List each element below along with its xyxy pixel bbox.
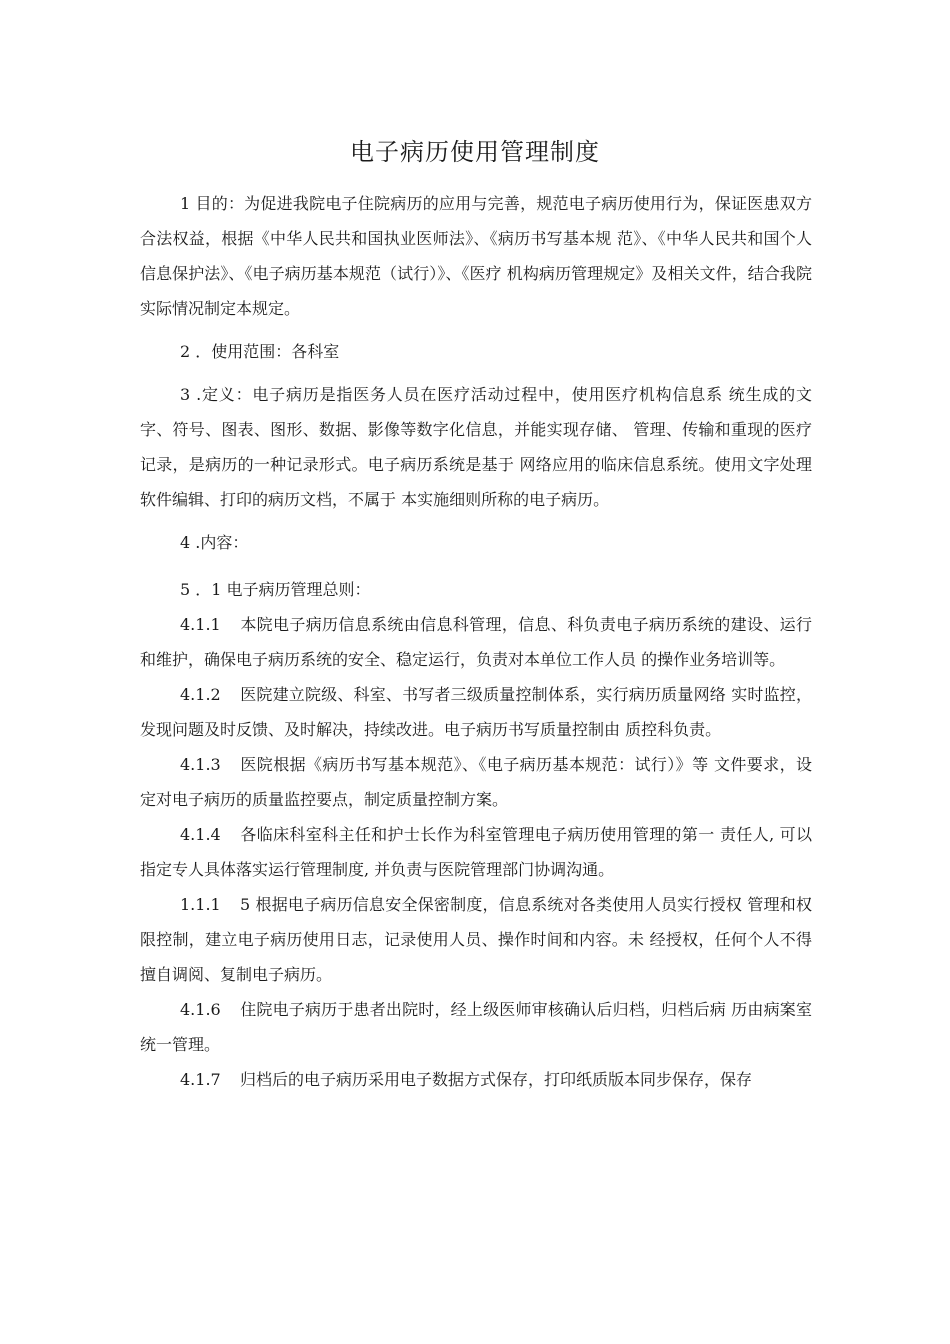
clause-number: 4.1.3 bbox=[180, 755, 221, 774]
clause-text: 各临床科室科主任和护士长作为科室管理电子病历使用管理的第一 责任人, 可以指定专人具体落实运行管理制度, 并负责与医院管理部门协调沟通。 bbox=[140, 825, 812, 879]
clause-4-1-7 bbox=[140, 1062, 812, 1097]
document-body bbox=[140, 186, 812, 1097]
clause-number: 4.1.2 bbox=[180, 685, 221, 704]
clause-4-1-2 bbox=[140, 677, 812, 747]
paragraph-definition bbox=[140, 377, 812, 517]
clause-1-1-1 bbox=[140, 887, 812, 992]
paragraph-general-rules-heading bbox=[140, 572, 812, 607]
clause-4-1-3 bbox=[140, 747, 812, 817]
clause-text: 住院电子病历于患者出院时，经上级医师审核确认后归档，归档后病 历由病案室统一管理。 bbox=[140, 1000, 812, 1054]
clause-4-1-4 bbox=[140, 817, 812, 887]
paragraph-text: 2 ．使用范围：各科室 bbox=[180, 342, 340, 361]
paragraph-purpose bbox=[140, 186, 812, 326]
clause-4-1-6 bbox=[140, 992, 812, 1062]
paragraph-scope bbox=[140, 334, 812, 369]
paragraph-text: 3 .定义：电子病历是指医务人员在医疗活动过程中，使用医疗机构信息系 统生成的文字、符号、图表、图形、数据、影像等数字化信息，并能实现存储、 管理、传输和重现的医疗记录，是病历的一种记录形式。电子病历系统是基于 网络应用的临床信息系统。使用文字处理软件编辑、打印的病历文档，不属于 本实施细则所称的电子病历。 bbox=[140, 385, 812, 509]
paragraph-text: 1 目的：为促进我院电子住院病历的应用与完善，规范电子病历使用行为，保证医患双方合法权益，根据《中华人民共和国执业医师法》、《病历书写基本规 范》、《中华人民共和国个人信息保护法》、《电子病历基本规范（试行）》、《医疗 机构病历管理规定》及相关文件，结合我院实际情况制定本规定。 bbox=[140, 194, 812, 318]
clause-number: 4.1.6 bbox=[180, 1000, 221, 1019]
clause-number: 4.1.4 bbox=[180, 825, 221, 844]
clause-text: 归档后的电子病历采用电子数据方式保存，打印纸质版本同步保存，保存 bbox=[240, 1070, 753, 1089]
paragraph-text: 4 .内容： bbox=[180, 533, 249, 552]
clause-text: 5 根据电子病历信息安全保密制度，信息系统对各类使用人员实行授权 管理和权限控制，建立电子病历使用日志，记录使用人员、操作时间和内容。未 经授权，任何个人不得擅自调阅、复制电子病历。 bbox=[140, 895, 812, 984]
clause-number: 1.1.1 bbox=[180, 895, 221, 914]
paragraph-content-heading bbox=[140, 525, 812, 560]
clause-number: 4.1.1 bbox=[180, 615, 221, 634]
clause-text: 医院建立院级、科室、书写者三级质量控制体系，实行病历质量网络 实时监控，发现问题及时反馈、及时解决，持续改进。电子病历书写质量控制由 质控科负责。 bbox=[140, 685, 812, 739]
document-title: 电子病历使用管理制度 bbox=[350, 138, 600, 166]
paragraph-text: 5 ．1 电子病历管理总则： bbox=[180, 580, 371, 599]
clause-text: 本院电子病历信息系统由信息科管理，信息、科负责电子病历系统的建设、运行和维护，确保电子病历系统的安全、稳定运行，负责对本单位工作人员 的操作业务培训等。 bbox=[140, 615, 812, 669]
clause-text: 医院根据《病历书写基本规范》、《电子病历基本规范：试行）》等 文件要求，设定对电子病历的质量监控要点，制定质量控制方案。 bbox=[140, 755, 812, 809]
clause-number: 4.1.7 bbox=[180, 1070, 221, 1089]
clause-4-1-1 bbox=[140, 607, 812, 677]
